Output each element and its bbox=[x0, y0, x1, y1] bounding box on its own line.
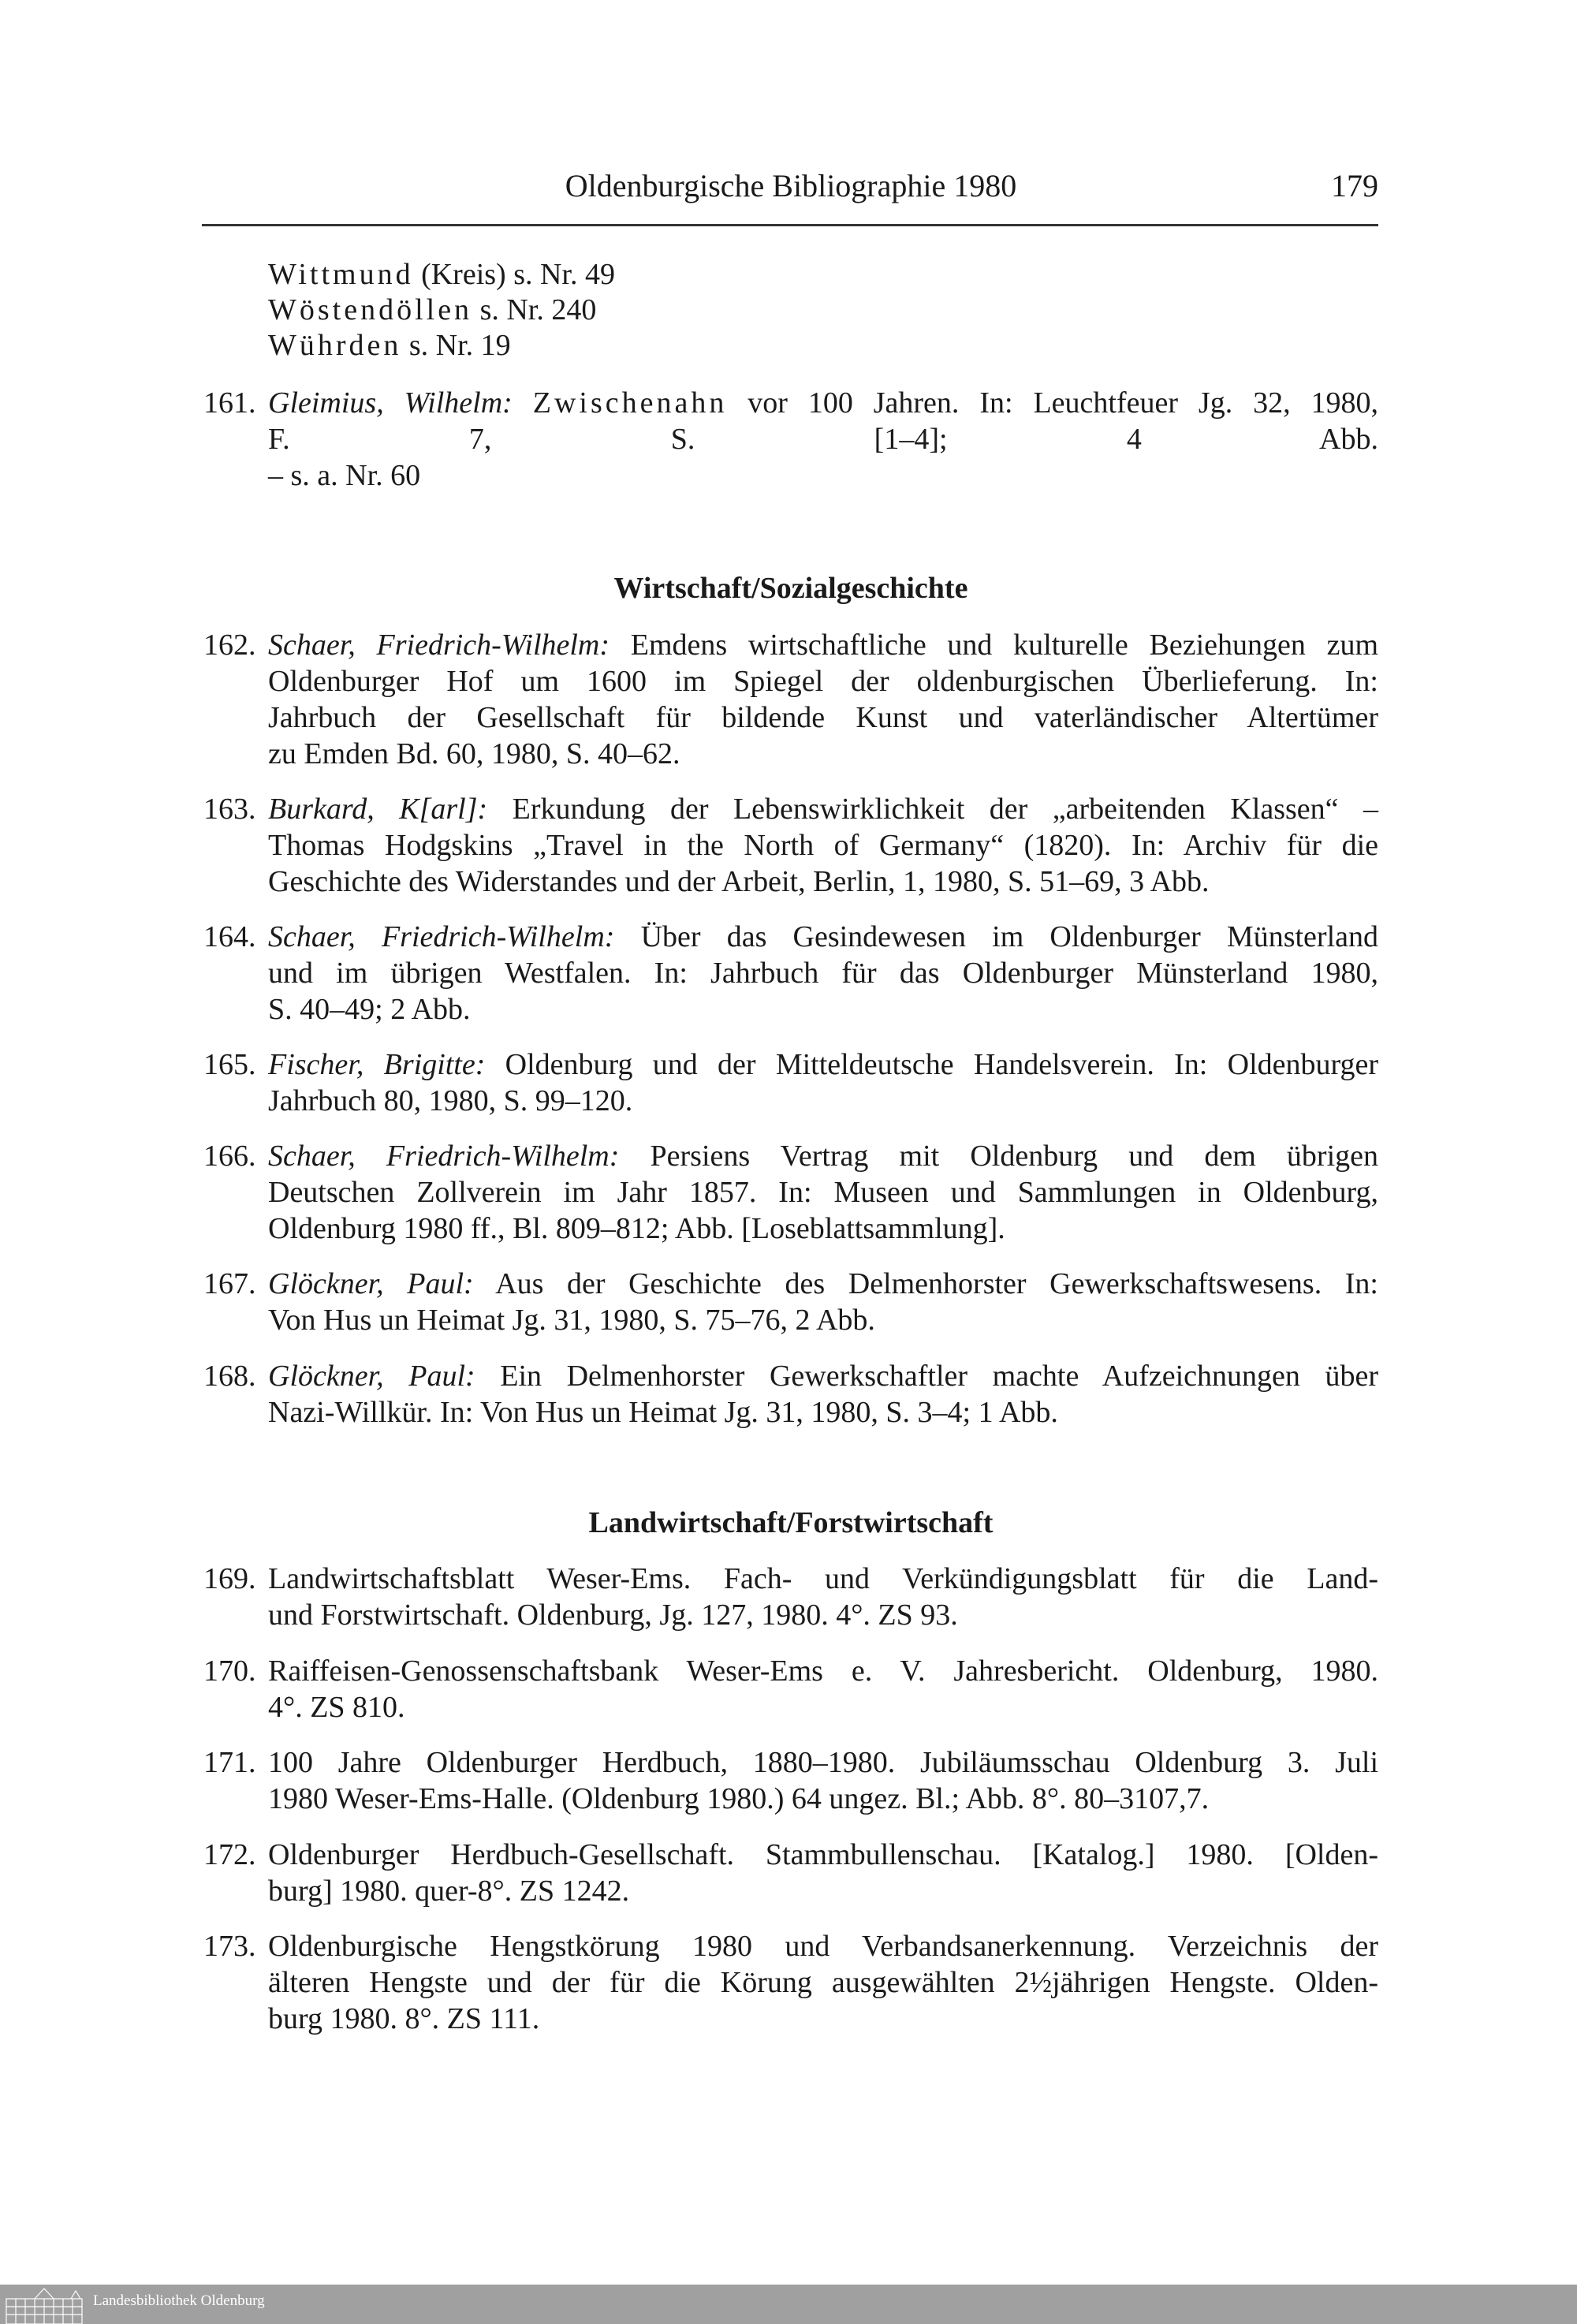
entry-line bbox=[203, 1561, 1378, 1597]
bibliography-entry bbox=[203, 1653, 1378, 1725]
entry-text-segment: 1980 Weser-Ems-Halle. (Oldenburg 1980.) 64 ungez. Bl.; Abb. 8°. 80–3107,7. bbox=[268, 1782, 1210, 1815]
entry-text-segment: F. 7, S. [1–4]; 4 Abb. bbox=[268, 423, 1378, 456]
entry-number: 171. bbox=[203, 1746, 256, 1779]
entry-line bbox=[203, 919, 1378, 955]
entry-text bbox=[268, 791, 1378, 827]
entry-text-segment: Landwirtschaftsblatt Weser-Ems. Fach- und Verkündigungsblatt für die Land- bbox=[268, 1562, 1378, 1595]
entry-text bbox=[268, 627, 1378, 663]
cross-reference-entry bbox=[203, 292, 1378, 328]
entry-text-segment: Aus der Geschichte des Delmenhorster Gewerkschaftswesens. In: bbox=[473, 1267, 1378, 1300]
cross-reference-entry bbox=[203, 327, 1378, 364]
entry-text-segment: zu Emden Bd. 60, 1980, S. 40–62. bbox=[268, 737, 680, 770]
entry-number: 172. bbox=[203, 1838, 256, 1871]
entry-line bbox=[203, 1837, 1378, 1873]
entry-text-segment: 100 Jahre Oldenburger Herdbuch, 1880–1980. Jubiläumsschau Oldenburg 3. Juli bbox=[268, 1746, 1378, 1779]
entry-line bbox=[203, 1744, 1378, 1781]
entry-text bbox=[268, 1744, 1378, 1781]
entry-line bbox=[203, 292, 1378, 328]
entry-author: Schaer, Friedrich-Wilhelm: bbox=[268, 629, 610, 662]
entry-text-segment: burg 1980. 8°. ZS 111. bbox=[268, 2002, 540, 2035]
entry-text-segment: S. 40–49; 2 Abb. bbox=[268, 993, 471, 1026]
bibliography-entry bbox=[203, 1358, 1378, 1431]
entry-text-segment: vor 100 Jahren. In: Leuchtfeuer Jg. 32, 1980, bbox=[727, 386, 1379, 420]
entry-text-segment: und Forstwirtschaft. Oldenburg, Jg. 127, 1980. 4°. ZS 93. bbox=[268, 1598, 958, 1632]
entry-text bbox=[268, 919, 1378, 955]
entry-text-segment: 4°. ZS 810. bbox=[268, 1691, 405, 1724]
entry-text-segment: Emdens wirtschaftliche und kulturelle Beziehungen zum bbox=[610, 629, 1379, 662]
entry-line bbox=[203, 1138, 1378, 1174]
entry-line bbox=[203, 1083, 1378, 1119]
entry-text-segment: Oldenburg und der Mitteldeutsche Handelsverein. In: Oldenburger bbox=[485, 1048, 1378, 1081]
entry-text-segment: Ein Delmenhorster Gewerkschaftler machte Aufzeichnungen über bbox=[475, 1360, 1378, 1393]
entry-text bbox=[268, 385, 1378, 421]
entry-text bbox=[268, 1837, 1378, 1873]
entry-text-segment: Thomas Hodgskins „Travel in the North of Germany“ (1820). In: Archiv für die bbox=[268, 829, 1378, 862]
entry-text-segment: Jahrbuch 80, 1980, S. 99–120. bbox=[268, 1084, 633, 1117]
bibliography-entry bbox=[203, 627, 1378, 772]
entry-line bbox=[203, 1689, 1378, 1725]
entry-text-segment: Raiffeisen-Genossenschaftsbank Weser-Ems e. V. Jahresbericht. Oldenburg, 1980. bbox=[268, 1654, 1378, 1688]
entry-text-segment: Erkundung der Lebenswirklichkeit der „arbeitenden Klassen“ – bbox=[487, 793, 1378, 826]
entry-line bbox=[203, 627, 1378, 663]
bibliography-entry bbox=[203, 1046, 1378, 1119]
entry-text-segment: (Kreis) s. Nr. 49 bbox=[413, 258, 615, 291]
entry-text-segment: Jahrbuch der Gesellschaft für bildende Kunst und vaterländischer Altertümer bbox=[268, 701, 1378, 734]
entry-line bbox=[203, 457, 1378, 494]
entry-line bbox=[203, 327, 1378, 364]
entry-author: Glöckner, Paul: bbox=[268, 1360, 475, 1393]
entry-line bbox=[203, 1302, 1378, 1338]
place-name: Wittmund bbox=[268, 258, 414, 291]
entry-line bbox=[203, 1174, 1378, 1210]
bibliography-entry bbox=[203, 919, 1378, 1028]
entry-line bbox=[203, 2001, 1378, 2037]
entry-text bbox=[268, 1358, 1378, 1394]
place-name: Wöstendöllen bbox=[268, 293, 473, 326]
cross-reference-entry bbox=[203, 256, 1378, 293]
bibliography-entry bbox=[203, 1561, 1378, 1633]
entry-text-segment: Persiens Vertrag mit Oldenburg und dem übrigen bbox=[619, 1140, 1378, 1173]
entry-line bbox=[203, 1597, 1378, 1633]
bibliography-entry bbox=[203, 1837, 1378, 1909]
entry-line bbox=[203, 1046, 1378, 1083]
bibliography-entry bbox=[203, 1928, 1378, 2037]
entry-text-segment bbox=[513, 386, 533, 420]
entry-line bbox=[203, 991, 1378, 1028]
entry-line bbox=[203, 955, 1378, 991]
entry-number: 168. bbox=[203, 1360, 256, 1393]
entry-text-segment: Von Hus un Heimat Jg. 31, 1980, S. 75–76, 2 Abb. bbox=[268, 1304, 875, 1337]
bibliography-entry bbox=[203, 1138, 1378, 1247]
bibliography-entry bbox=[203, 1744, 1378, 1817]
entry-text-segment: s. Nr. 19 bbox=[401, 329, 511, 362]
entry-line bbox=[203, 1394, 1378, 1431]
running-header-title: Oldenburgische Bibliographie 1980 bbox=[565, 168, 1017, 203]
entry-text-segment: und im übrigen Westfalen. In: Jahrbuch für das Oldenburger Münsterland 1980, bbox=[268, 957, 1378, 990]
entry-line bbox=[203, 1358, 1378, 1394]
entry-number: 169. bbox=[203, 1562, 256, 1595]
entry-text-segment: Zwischenahn bbox=[532, 386, 728, 420]
entry-text-segment: Oldenburgische Hengstkörung 1980 und Verbandsanerkennung. Verzeichnis der bbox=[268, 1930, 1378, 1963]
bibliography-entry bbox=[203, 1266, 1378, 1338]
page-number: 179 bbox=[1331, 168, 1378, 203]
entry-text-segment: Über das Gesindewesen im Oldenburger Münsterland bbox=[614, 920, 1378, 953]
entry-line bbox=[203, 699, 1378, 736]
entry-text-segment: Oldenburger Herdbuch-Gesellschaft. Stammbullenschau. [Katalog.] 1980. [Olden- bbox=[268, 1838, 1378, 1871]
entry-author: Burkard, K[arl]: bbox=[268, 793, 488, 826]
entry-number: 161. bbox=[203, 386, 256, 420]
entry-line bbox=[203, 736, 1378, 772]
entry-text-segment: Nazi-Willkür. In: Von Hus un Heimat Jg. 31, 1980, S. 3–4; 1 Abb. bbox=[268, 1396, 1058, 1429]
entry-line bbox=[203, 791, 1378, 827]
entry-text-segment: älteren Hengste und der für die Körung ausgewählten 2½jährigen Hengste. Olden- bbox=[268, 1966, 1378, 1999]
section-heading: Wirtschaft/Sozialgeschichte bbox=[613, 572, 968, 605]
entry-line bbox=[203, 385, 1378, 421]
entry-number: 162. bbox=[203, 629, 256, 662]
entry-number: 163. bbox=[203, 793, 256, 826]
place-name: Wührden bbox=[268, 329, 402, 362]
footer-bar bbox=[0, 2285, 1577, 2324]
library-building-logo-icon bbox=[5, 2286, 84, 2324]
entry-text bbox=[268, 1138, 1378, 1174]
entry-number: 173. bbox=[203, 1930, 256, 1963]
entry-text bbox=[268, 1266, 1378, 1302]
entry-line bbox=[203, 1210, 1378, 1247]
bibliography-entry bbox=[203, 385, 1378, 494]
entry-text bbox=[268, 1561, 1378, 1597]
entry-text bbox=[268, 1653, 1378, 1689]
bibliography-entry bbox=[203, 791, 1378, 900]
entry-line bbox=[203, 1928, 1378, 1964]
entry-text bbox=[268, 1928, 1378, 1964]
entry-author: Glöckner, Paul: bbox=[268, 1267, 474, 1300]
entry-number: 165. bbox=[203, 1048, 256, 1081]
section-heading: Landwirtschaft/Forstwirtschaft bbox=[588, 1506, 994, 1539]
entry-line bbox=[203, 1873, 1378, 1909]
header-rule bbox=[202, 224, 1378, 226]
footer-library-name: Landesbibliothek Oldenburg bbox=[93, 2292, 265, 2309]
entry-text-segment: burg] 1980. quer-8°. ZS 1242. bbox=[268, 1874, 630, 1908]
entry-line bbox=[203, 827, 1378, 864]
entry-text-segment: s. Nr. 240 bbox=[472, 293, 597, 326]
entry-text-segment: Oldenburg 1980 ff., Bl. 809–812; Abb. [Loseblattsammlung]. bbox=[268, 1212, 1005, 1245]
entry-line bbox=[203, 1266, 1378, 1302]
entry-number: 167. bbox=[203, 1267, 256, 1300]
entry-number: 166. bbox=[203, 1140, 256, 1173]
entry-text bbox=[268, 1046, 1378, 1083]
entry-line bbox=[203, 663, 1378, 699]
entry-text-segment: Geschichte des Widerstandes und der Arbeit, Berlin, 1, 1980, S. 51–69, 3 Abb. bbox=[268, 865, 1210, 898]
entry-line bbox=[203, 1653, 1378, 1689]
entry-line bbox=[203, 1781, 1378, 1817]
entry-line bbox=[203, 864, 1378, 900]
entry-line bbox=[203, 256, 1378, 293]
entry-line bbox=[203, 421, 1378, 457]
entry-author: Schaer, Friedrich-Wilhelm: bbox=[268, 920, 615, 953]
entry-text-segment: Oldenburger Hof um 1600 im Spiegel der oldenburgischen Überlieferung. In: bbox=[268, 665, 1378, 698]
entry-number: 170. bbox=[203, 1654, 256, 1688]
entry-line bbox=[203, 1964, 1378, 2001]
entry-author: Gleimius, Wilhelm: bbox=[268, 386, 513, 420]
entry-author: Fischer, Brigitte: bbox=[268, 1048, 486, 1081]
entry-author: Schaer, Friedrich-Wilhelm: bbox=[268, 1140, 620, 1173]
entry-text-segment: Deutschen Zollverein im Jahr 1857. In: Museen und Sammlungen in Oldenburg, bbox=[268, 1176, 1378, 1209]
entry-number: 164. bbox=[203, 920, 256, 953]
entry-text-segment: – s. a. Nr. 60 bbox=[268, 459, 421, 492]
